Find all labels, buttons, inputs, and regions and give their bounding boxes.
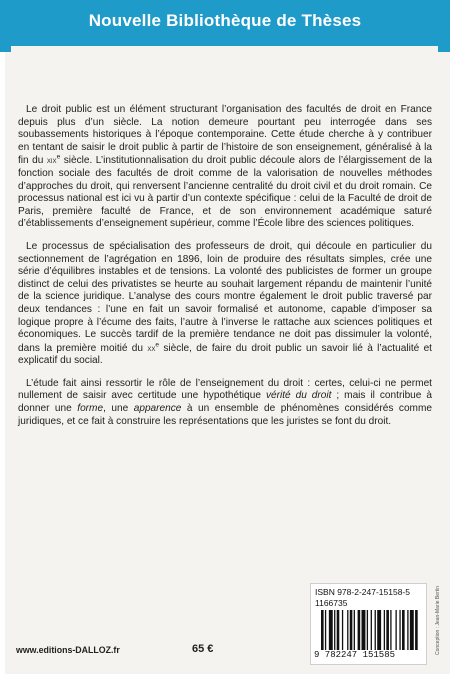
isbn-label: ISBN 978-2-247-15158-5 xyxy=(315,587,410,597)
paragraph-3: L’étude fait ainsi ressortir le rôle de l’enseignement du droit : certes, celui-ci ne permet nullement de saisir avec certitude une hypothétique vérité du droit ; mais il contribue à donner une forme, une apparence à un ensemble de phénomènes considérés comme juridiques, et ce fait à construire les représentations que les juristes se font du droit. xyxy=(18,377,432,427)
summary-text xyxy=(18,104,432,438)
product-code: 1166735 xyxy=(315,598,348,608)
barcode-block xyxy=(310,583,427,665)
price: 65 € xyxy=(192,643,214,655)
series-title: Nouvelle Bibliothèque de Thèses xyxy=(88,11,362,30)
header-rule-right xyxy=(438,46,450,52)
left-edge-strip xyxy=(0,52,5,674)
barcode-digits: 9 782247 151585 xyxy=(314,650,396,660)
publisher-url: www.editions-DALLOZ.fr xyxy=(16,645,120,655)
design-credit: Conception : Jean-Marie Bertin xyxy=(435,586,441,655)
paragraph-2: Le processus de spécialisation des professeurs de droit, qui découle en particulier du sectionnement de l’agrégation en 1896, loin de produire des résultats simples, crée une série d’équilibres instables et de tensions. La volonté des publicistes de former un groupe distinct de celui des privatistes se heurte au souhait largement répandu de maintenir l’unité de la science juridique. L’analyse des cours montre également le droit public traversé par deux tendances : l’une en fait un savoir formalisé et autonome, capable d’imposer sa logique propre à l’écume des faits, l’autre à l’inverse le rattache aux sciences politiques et économiques. Le succès tardif de la première tendance ne doit pas dissimuler la volonté, dans la première moitié du $xx^e$ siècle, de faire du droit public un savoir lié à l’actualité et explicatif du social. xyxy=(18,240,432,367)
paragraph-1: Le droit public est un élément structurant l’organisation des facultés de droit en France depuis plus d’un siècle. La notion demeure pourtant peu interrogée dans ses soubassements historiques à l’époque contemporaine. Cette étude cherche à y contribuer en tentant de saisir le droit public à partir de l’histoire de son enseignement, généralisé à la fin du xix$^e$ siècle. L’institutionnalisation du droit public découle alors de l’élargissement de la fonction sociale des facultés de droit comme de la valorisation de nouvelles méthodes d’approches du droit, qui renversent l’ancienne centralité du droit civil et du droit romain. Ce processus national est ici vu à partir d’un contexte spécifique : celui de la Faculté de droit de Paris, première faculté de France, et de son environnement académique saturé d’établissements d’enseignement supérieur, comme l’École libre des sciences politiques. xyxy=(18,104,432,230)
series-header-band xyxy=(0,0,450,46)
barcode-icon xyxy=(321,610,419,650)
